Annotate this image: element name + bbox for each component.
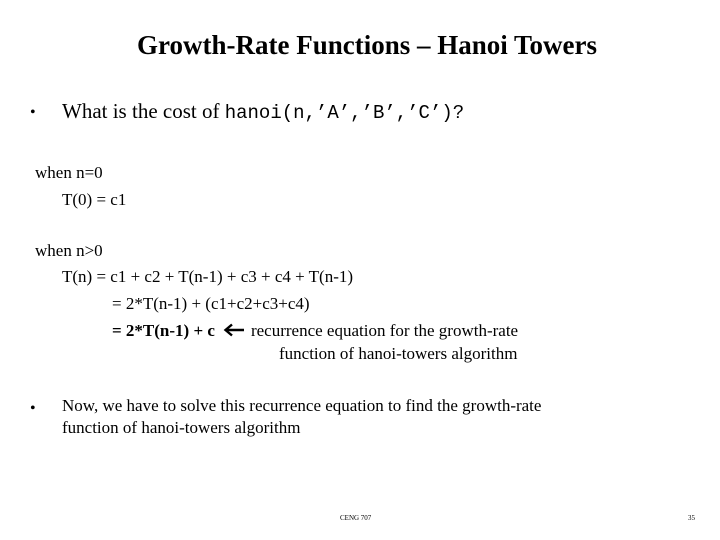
bullet-1-text: What is the cost of [62, 99, 225, 123]
bullet-1 [62, 99, 464, 124]
recurrence-equation-3-row [112, 321, 518, 342]
recurrence-equation-2: = 2*T(n-1) + (c1+c2+c3+c4) [112, 294, 310, 313]
bullet-1-code: hanoi(n,’A’,’B’,’C’)? [224, 102, 465, 124]
recurrence-note-line-2: function of hanoi-towers algorithm [279, 344, 518, 363]
recursive-case-condition: when n>0 [35, 241, 103, 260]
bullet-2-line-2: function of hanoi-towers algorithm [62, 418, 301, 437]
left-arrow-icon [223, 322, 245, 342]
footer-page-number: 35 [688, 514, 695, 522]
base-case-condition: when n=0 [35, 163, 103, 182]
recurrence-note-line-1: recurrence equation for the growth-rate [250, 321, 519, 340]
slide-title: Growth-Rate Functions – Hanoi Towers [136, 30, 598, 60]
recurrence-equation-1: T(n) = c1 + c2 + T(n-1) + c3 + c4 + T(n-1) [62, 267, 354, 286]
bullet-2-marker: • [30, 400, 36, 417]
footer-course: CENG 707 [340, 514, 372, 522]
base-case-equation: T(0) = c1 [62, 190, 127, 209]
bullet-1-marker: • [30, 104, 36, 121]
recurrence-equation-3: = 2*T(n-1) + c [112, 321, 215, 340]
bullet-2-line-1: Now, we have to solve this recurrence equation to find the growth-rate [62, 396, 542, 415]
